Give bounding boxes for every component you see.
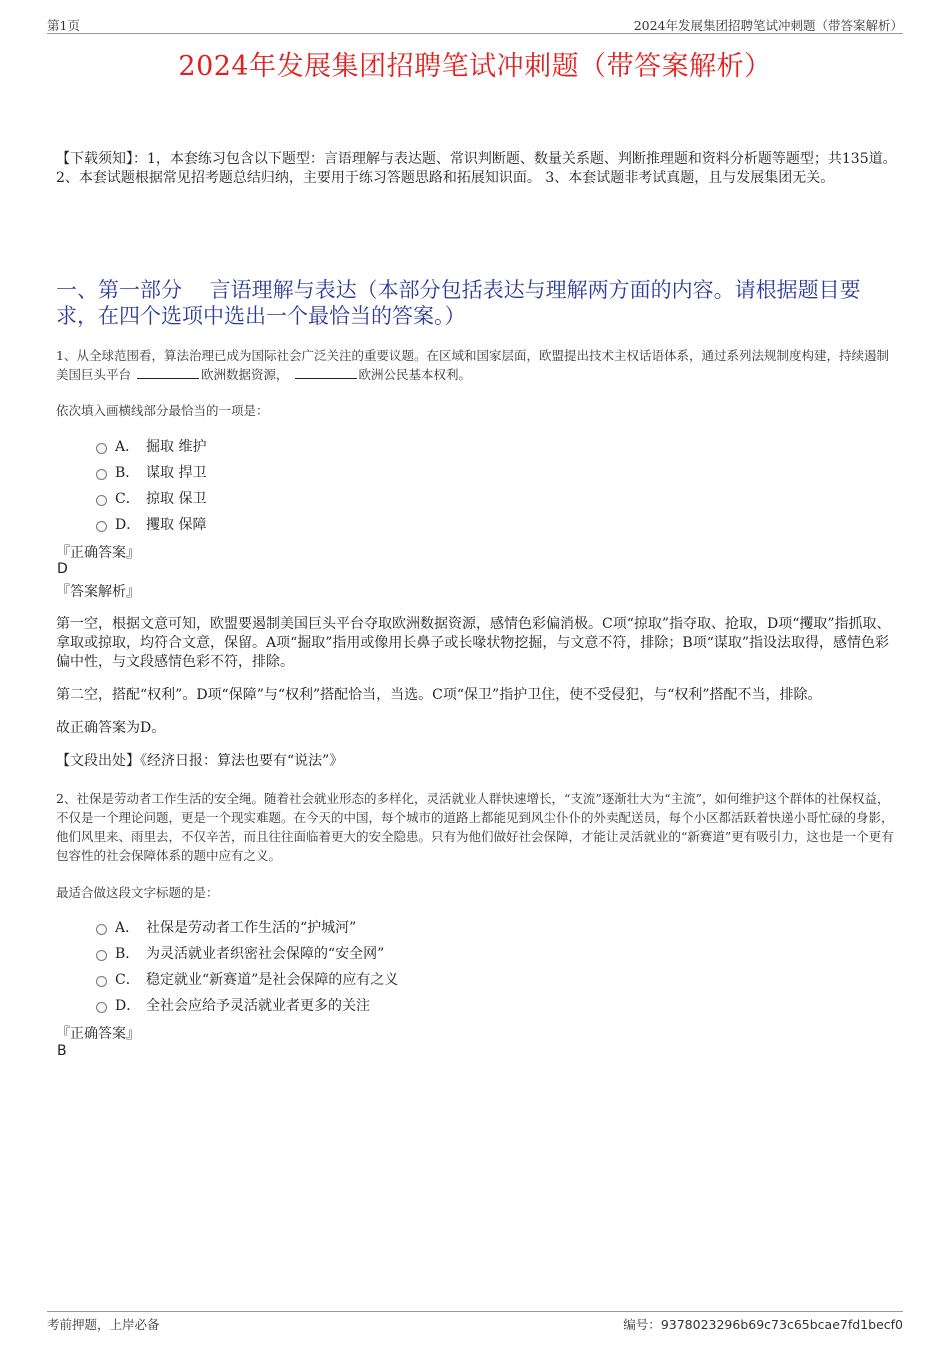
section-title: 一、第一部分 言语理解与表达（本部分包括表达与理解两方面的内容。请根据题目要求，在四个选项中选出一个最恰当的答案。） bbox=[56, 278, 861, 328]
fill-blank-1 bbox=[137, 367, 199, 379]
question-2-prompt: 最适合做这段文字标题的是： bbox=[56, 885, 219, 900]
passage-source: 【文段出处】《经济日报：算法也要有“说法”》 bbox=[56, 753, 344, 769]
answer-value: D bbox=[57, 561, 68, 577]
analysis-conclusion: 故正确答案为D。 bbox=[56, 720, 166, 736]
answer-label: 『正确答案』 bbox=[56, 545, 140, 561]
radio-icon[interactable] bbox=[96, 976, 107, 987]
question-1-text: 1、从全球范围看，算法治理已成为国际社会广泛关注的重要议题。在区域和国家层面，欧盟提出技术主权话语体系，通过系列法规制度构建，持续遏制美国巨头平台 欧洲数据资源， 欧洲公民基本权利。 bbox=[56, 348, 889, 382]
analysis-label: 『答案解析』 bbox=[56, 584, 140, 600]
answer-value: B bbox=[57, 1043, 67, 1059]
analysis-paragraph: 第二空，搭配“权利”。D项“保障”与“权利”搭配恰当，当选。C项“保卫”指护卫住，使不受侵犯，与“权利”搭配不当，排除。 bbox=[56, 687, 822, 703]
page-footer bbox=[47, 1311, 903, 1332]
download-notice: 【下载须知】：1，本套练习包含以下题型：言语理解与表达题、常识判断题、数量关系题、判断推理题和资料分析题等题型；共135道。 2、本套试题根据常见招考题总结归纳，主要用于练习答题思路和拓展知识面。 3、本套试题非考试真题，且与发展集团无关。 bbox=[56, 151, 897, 186]
radio-icon[interactable] bbox=[96, 924, 107, 935]
radio-icon[interactable] bbox=[96, 1002, 107, 1013]
question-1-prompt: 依次填入画横线部分最恰当的一项是： bbox=[56, 403, 269, 418]
question-2-text: 2、社保是劳动者工作生活的安全绳。随着社会就业形态的多样化，灵活就业人群快速增长，“支流”逐渐壮大为“主流”，如何维护这个群体的社保权益，不仅是一个理论问题，更是一个现实难题。在今天的中国，每个城市的道路上都能见到风尘仆仆的外卖配送员，每个小区都活跃着快递小哥忙碌的身影，他们风里来、雨里去，不仅辛苦，而且往往面临着更大的安全隐患。只有为他们做好社会保障，才能让灵活就业的“新赛道”更有吸引力，这也是一个更有包容性的社会保障体系的题中应有之义。 bbox=[56, 791, 894, 863]
document-code: 编号：9378023296b69c73c65bcae7fd1becf0 bbox=[623, 1317, 903, 1332]
fill-blank-2 bbox=[295, 367, 357, 379]
radio-icon[interactable] bbox=[96, 495, 107, 506]
document-title: 2024年发展集团招聘笔试冲刺题（带答案解析） bbox=[178, 51, 772, 82]
answer-label: 『正确答案』 bbox=[56, 1026, 140, 1042]
radio-icon[interactable] bbox=[96, 521, 107, 532]
radio-icon[interactable] bbox=[96, 469, 107, 480]
page-number: 第1页 bbox=[47, 18, 80, 33]
analysis-paragraph: 第一空，根据文意可知，欧盟要遏制美国巨头平台夺取欧洲数据资源，感情色彩偏消极。C项“掠取”指夺取、抢取，D项“攫取”指抓取、拿取或掠取，均符合文意，保留。A项“掘取”指用或像用长鼻子或长喙状物挖掘，与文意不符，排除；B项“谋取”指设法取得，感情色彩偏中性，与文段感情色彩不符，排除。 bbox=[56, 616, 891, 670]
footer-slogan: 考前押题，上岸必备 bbox=[47, 1317, 160, 1332]
radio-icon[interactable] bbox=[96, 950, 107, 961]
page-header bbox=[47, 14, 903, 34]
radio-icon[interactable] bbox=[96, 443, 107, 454]
header-doc-title: 2024年发展集团招聘笔试冲刺题（带答案解析） bbox=[633, 18, 903, 33]
